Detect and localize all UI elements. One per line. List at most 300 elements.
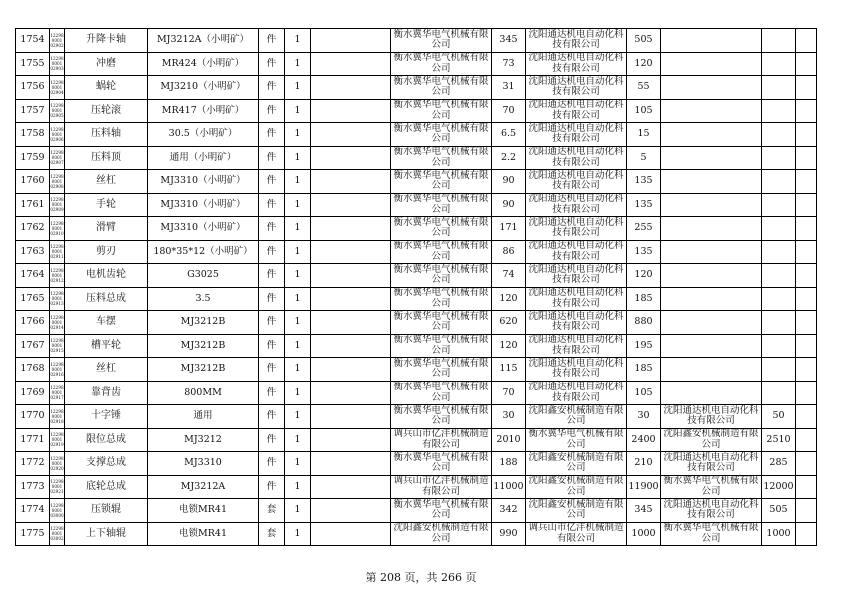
row-number: 1764 [16,264,50,288]
supplier-1: 衡水冀华电气机械有限公司 [391,76,492,100]
row-number: 1769 [16,381,50,405]
supplier-3 [661,334,762,358]
material-code: 122980001 02910 [50,217,65,241]
table-row [16,452,817,476]
model-spec: MJ3212B [148,311,259,335]
supplier-3 [661,99,762,123]
material-code: 122980001 02907 [50,146,65,170]
price-3 [762,287,796,311]
material-code: 122980001 02906 [50,123,65,147]
row-number: 1768 [16,358,50,382]
unit: 件 [259,193,285,217]
supplier-1: 衡水冀华电气机械有限公司 [391,405,492,429]
model-spec: MJ3212A（小明矿） [148,29,259,53]
supplier-1: 衡水冀华电气机械有限公司 [391,193,492,217]
material-code: 122980001 02908 [50,170,65,194]
supplier-3 [661,264,762,288]
item-name: 压料顶 [65,146,148,170]
price-3: 1000 [762,522,796,546]
supplier-2: 沈阳通达机电自动化科技有限公司 [526,311,627,335]
material-code: 122980001 02914 [50,311,65,335]
table-body [16,29,817,546]
table-row [16,146,817,170]
item-name: 剪刃 [65,240,148,264]
supplier-2: 沈阳通达机电自动化科技有限公司 [526,170,627,194]
blank-cell [311,217,391,241]
model-spec: MJ3212 [148,428,259,452]
supplier-1: 衡水冀华电气机械有限公司 [391,311,492,335]
row-number: 1761 [16,193,50,217]
quantity: 1 [285,405,311,429]
table-row [16,499,817,523]
material-code: 122980001 02911 [50,240,65,264]
price-3 [762,99,796,123]
row-number: 1765 [16,287,50,311]
price-2: 505 [627,29,661,53]
table-row [16,76,817,100]
material-code: 122980001 02918 [50,405,65,429]
item-name: 支撑总成 [65,452,148,476]
blank-cell [311,334,391,358]
supplier-2: 沈阳通达机电自动化科技有限公司 [526,146,627,170]
model-spec: 通用（小明矿） [148,146,259,170]
unit: 件 [259,475,285,499]
price-3: 285 [762,452,796,476]
material-code: 122980001 02902 [50,29,65,53]
supplier-2: 调兵山市亿沣机械制造有限公司 [526,522,627,546]
supplier-1: 调兵山市亿沣机械制造有限公司 [391,475,492,499]
supplier-3 [661,170,762,194]
price-2: 135 [627,240,661,264]
material-code: 122980001 02916 [50,358,65,382]
price-1: 342 [492,499,526,523]
supplier-2: 沈阳通达机电自动化科技有限公司 [526,264,627,288]
blank-cell [796,146,817,170]
unit: 件 [259,170,285,194]
supplier-3 [661,52,762,76]
price-2: 120 [627,264,661,288]
price-3 [762,29,796,53]
supplier-3: 沈阳通达机电自动化科技有限公司 [661,499,762,523]
price-2: 30 [627,405,661,429]
table-row [16,358,817,382]
material-code: 122980001 02920 [50,452,65,476]
row-number: 1754 [16,29,50,53]
blank-cell [311,428,391,452]
material-code: 122980001 02919 [50,428,65,452]
item-name: 限位总成 [65,428,148,452]
blank-cell [796,287,817,311]
quantity: 1 [285,475,311,499]
price-1: 86 [492,240,526,264]
price-2: 255 [627,217,661,241]
row-number: 1756 [16,76,50,100]
table-row [16,287,817,311]
price-2: 55 [627,76,661,100]
blank-cell [796,405,817,429]
table-row [16,123,817,147]
unit: 件 [259,358,285,382]
row-number: 1757 [16,99,50,123]
price-3 [762,381,796,405]
table-row [16,334,817,358]
blank-cell [311,311,391,335]
supplier-2: 沈阳通达机电自动化科技有限公司 [526,99,627,123]
supplier-1: 衡水冀华电气机械有限公司 [391,99,492,123]
price-1: 70 [492,99,526,123]
blank-cell [796,52,817,76]
price-1: 90 [492,170,526,194]
supplier-2: 沈阳鑫安机械制造有限公司 [526,499,627,523]
unit: 件 [259,29,285,53]
quantity: 1 [285,381,311,405]
quantity: 1 [285,287,311,311]
price-3 [762,146,796,170]
material-code: 122980001 03000 [50,499,65,523]
row-number: 1770 [16,405,50,429]
price-1: 11000 [492,475,526,499]
unit: 件 [259,99,285,123]
supplier-2: 沈阳通达机电自动化科技有限公司 [526,29,627,53]
item-name: 滑臂 [65,217,148,241]
blank-cell [311,123,391,147]
price-2: 1000 [627,522,661,546]
price-3 [762,76,796,100]
price-1: 115 [492,358,526,382]
price-1: 90 [492,193,526,217]
supplier-3 [661,193,762,217]
material-code: 122980001 02915 [50,334,65,358]
price-3 [762,311,796,335]
unit: 件 [259,405,285,429]
blank-cell [796,452,817,476]
item-name: 槽平轮 [65,334,148,358]
blank-cell [311,76,391,100]
unit: 件 [259,311,285,335]
supplier-3 [661,146,762,170]
row-number: 1766 [16,311,50,335]
page-footer: 第 208 页，共 266 页 [365,571,477,584]
model-spec: MJ3212B [148,358,259,382]
row-number: 1759 [16,146,50,170]
price-3 [762,264,796,288]
blank-cell [311,452,391,476]
price-1: 2.2 [492,146,526,170]
item-name: 丝杠 [65,358,148,382]
model-spec: MJ3210（小明矿） [148,76,259,100]
row-number: 1758 [16,123,50,147]
item-name: 蜗轮 [65,76,148,100]
unit: 件 [259,240,285,264]
price-2: 880 [627,311,661,335]
table-row [16,29,817,53]
model-spec: 电锁MR41 [148,499,259,523]
item-name: 升降卡轴 [65,29,148,53]
quantity: 1 [285,452,311,476]
price-1: 6.5 [492,123,526,147]
quantity: 1 [285,123,311,147]
table-row [16,240,817,264]
model-spec: MJ3212B [148,334,259,358]
supplier-1: 衡水冀华电气机械有限公司 [391,499,492,523]
material-code: 122980001 03002 [50,522,65,546]
price-3 [762,170,796,194]
row-number: 1774 [16,499,50,523]
price-3 [762,240,796,264]
supplier-2: 沈阳通达机电自动化科技有限公司 [526,123,627,147]
supplier-3 [661,240,762,264]
supplier-2: 沈阳鑫安机械制造有限公司 [526,452,627,476]
quantity: 1 [285,358,311,382]
supplier-1: 衡水冀华电气机械有限公司 [391,217,492,241]
blank-cell [311,358,391,382]
supplier-3: 衡水冀华电气机械有限公司 [661,522,762,546]
item-name: 压锁辊 [65,499,148,523]
unit: 件 [259,264,285,288]
unit: 件 [259,428,285,452]
material-code: 122980001 02903 [50,52,65,76]
row-number: 1771 [16,428,50,452]
supplier-3 [661,287,762,311]
table-row [16,217,817,241]
blank-cell [311,522,391,546]
price-3: 50 [762,405,796,429]
model-spec: 3.5 [148,287,259,311]
supplier-2: 衡水冀华电气机械有限公司 [526,428,627,452]
price-3: 2510 [762,428,796,452]
supplier-1: 衡水冀华电气机械有限公司 [391,29,492,53]
price-2: 135 [627,193,661,217]
supplier-2: 沈阳通达机电自动化科技有限公司 [526,217,627,241]
model-spec: MJ3310（小明矿） [148,170,259,194]
blank-cell [796,264,817,288]
supplier-1: 调兵山市亿沣机械制造有限公司 [391,428,492,452]
model-spec: G3025 [148,264,259,288]
price-1: 2010 [492,428,526,452]
price-3: 12000 [762,475,796,499]
supplier-3: 沈阳通达机电自动化科技有限公司 [661,405,762,429]
quantity: 1 [285,217,311,241]
price-1: 990 [492,522,526,546]
quantity: 1 [285,99,311,123]
supplier-2: 沈阳通达机电自动化科技有限公司 [526,240,627,264]
item-name: 靠背齿 [65,381,148,405]
model-spec: MR424（小明矿） [148,52,259,76]
blank-cell [311,193,391,217]
material-code: 122980001 02912 [50,264,65,288]
price-3 [762,358,796,382]
price-2: 135 [627,170,661,194]
unit: 套 [259,522,285,546]
price-2: 195 [627,334,661,358]
unit: 件 [259,76,285,100]
blank-cell [311,405,391,429]
supplier-2: 沈阳通达机电自动化科技有限公司 [526,193,627,217]
model-spec: 通用 [148,405,259,429]
price-1: 31 [492,76,526,100]
supplier-1: 衡水冀华电气机械有限公司 [391,264,492,288]
supplier-1: 衡水冀华电气机械有限公司 [391,240,492,264]
price-1: 73 [492,52,526,76]
quantity: 1 [285,193,311,217]
material-code: 122980001 02913 [50,287,65,311]
material-code: 122980001 02917 [50,381,65,405]
item-name: 冲磨 [65,52,148,76]
supplier-1: 衡水冀华电气机械有限公司 [391,381,492,405]
unit: 套 [259,499,285,523]
item-name: 车摆 [65,311,148,335]
quantity: 1 [285,52,311,76]
supplier-3 [661,76,762,100]
item-name: 压料轴 [65,123,148,147]
supplier-2: 沈阳通达机电自动化科技有限公司 [526,381,627,405]
supplier-3 [661,358,762,382]
quantity: 1 [285,146,311,170]
item-name: 十字锤 [65,405,148,429]
supplier-2: 沈阳通达机电自动化科技有限公司 [526,52,627,76]
supplier-2: 沈阳通达机电自动化科技有限公司 [526,76,627,100]
table-row [16,193,817,217]
blank-cell [796,334,817,358]
price-2: 15 [627,123,661,147]
blank-cell [311,381,391,405]
row-number: 1772 [16,452,50,476]
material-code: 122980001 02921 [50,475,65,499]
price-3 [762,334,796,358]
quantity: 1 [285,29,311,53]
supplier-2: 沈阳鑫安机械制造有限公司 [526,405,627,429]
blank-cell [796,99,817,123]
blank-cell [796,123,817,147]
item-name: 上下轴辊 [65,522,148,546]
blank-cell [796,522,817,546]
supplier-3 [661,123,762,147]
supplier-2: 沈阳通达机电自动化科技有限公司 [526,334,627,358]
price-3 [762,217,796,241]
blank-cell [796,193,817,217]
unit: 件 [259,381,285,405]
supplier-1: 衡水冀华电气机械有限公司 [391,123,492,147]
row-number: 1762 [16,217,50,241]
table-row [16,522,817,546]
row-number: 1767 [16,334,50,358]
supplier-1: 沈阳鑫安机械制造有限公司 [391,522,492,546]
price-3 [762,123,796,147]
price-1: 345 [492,29,526,53]
blank-cell [796,358,817,382]
blank-cell [796,240,817,264]
row-number: 1755 [16,52,50,76]
price-1: 74 [492,264,526,288]
unit: 件 [259,217,285,241]
supplier-3: 沈阳鑫安机械制造有限公司 [661,428,762,452]
table-row [16,99,817,123]
supplier-2: 沈阳鑫安机械制造有限公司 [526,475,627,499]
supplier-3 [661,217,762,241]
row-number: 1773 [16,475,50,499]
row-number: 1760 [16,170,50,194]
price-3: 505 [762,499,796,523]
supplier-1: 衡水冀华电气机械有限公司 [391,452,492,476]
table-row [16,52,817,76]
model-spec: 电锁MR41 [148,522,259,546]
supplier-3 [661,381,762,405]
table-row [16,264,817,288]
supplier-1: 衡水冀华电气机械有限公司 [391,358,492,382]
price-2: 185 [627,287,661,311]
blank-cell [796,76,817,100]
blank-cell [311,29,391,53]
supplier-2: 沈阳通达机电自动化科技有限公司 [526,358,627,382]
price-2: 105 [627,381,661,405]
material-code: 122980001 02904 [50,76,65,100]
price-3 [762,52,796,76]
supplier-1: 衡水冀华电气机械有限公司 [391,146,492,170]
model-spec: MR417（小明矿） [148,99,259,123]
unit: 件 [259,452,285,476]
row-number: 1775 [16,522,50,546]
table-row [16,405,817,429]
item-name: 底轮总成 [65,475,148,499]
blank-cell [796,217,817,241]
blank-cell [796,381,817,405]
supplier-2: 沈阳通达机电自动化科技有限公司 [526,287,627,311]
supplier-1: 衡水冀华电气机械有限公司 [391,170,492,194]
unit: 件 [259,123,285,147]
quantity: 1 [285,76,311,100]
model-spec: 30.5（小明矿） [148,123,259,147]
unit: 件 [259,287,285,311]
price-2: 2400 [627,428,661,452]
item-name: 压料总成 [65,287,148,311]
quantity: 1 [285,240,311,264]
price-1: 120 [492,334,526,358]
table-row [16,475,817,499]
unit: 件 [259,146,285,170]
blank-cell [311,287,391,311]
price-1: 188 [492,452,526,476]
item-name: 手轮 [65,193,148,217]
supplier-3: 沈阳通达机电自动化科技有限公司 [661,452,762,476]
supplier-3 [661,29,762,53]
blank-cell [796,428,817,452]
model-spec: MJ3310（小明矿） [148,217,259,241]
material-code: 122980001 02905 [50,99,65,123]
supplier-1: 衡水冀华电气机械有限公司 [391,334,492,358]
quantity: 1 [285,522,311,546]
price-3 [762,193,796,217]
model-spec: MJ3212A [148,475,259,499]
item-name: 压轮滚 [65,99,148,123]
supplier-3: 衡水冀华电气机械有限公司 [661,475,762,499]
unit: 件 [259,334,285,358]
model-spec: MJ3310（小明矿） [148,193,259,217]
price-1: 30 [492,405,526,429]
item-name: 电机齿轮 [65,264,148,288]
price-2: 120 [627,52,661,76]
blank-cell [311,99,391,123]
blank-cell [796,311,817,335]
blank-cell [796,170,817,194]
price-2: 210 [627,452,661,476]
table-row [16,311,817,335]
price-2: 345 [627,499,661,523]
blank-cell [796,499,817,523]
table-row [16,428,817,452]
blank-cell [796,475,817,499]
quantity: 1 [285,334,311,358]
price-1: 620 [492,311,526,335]
